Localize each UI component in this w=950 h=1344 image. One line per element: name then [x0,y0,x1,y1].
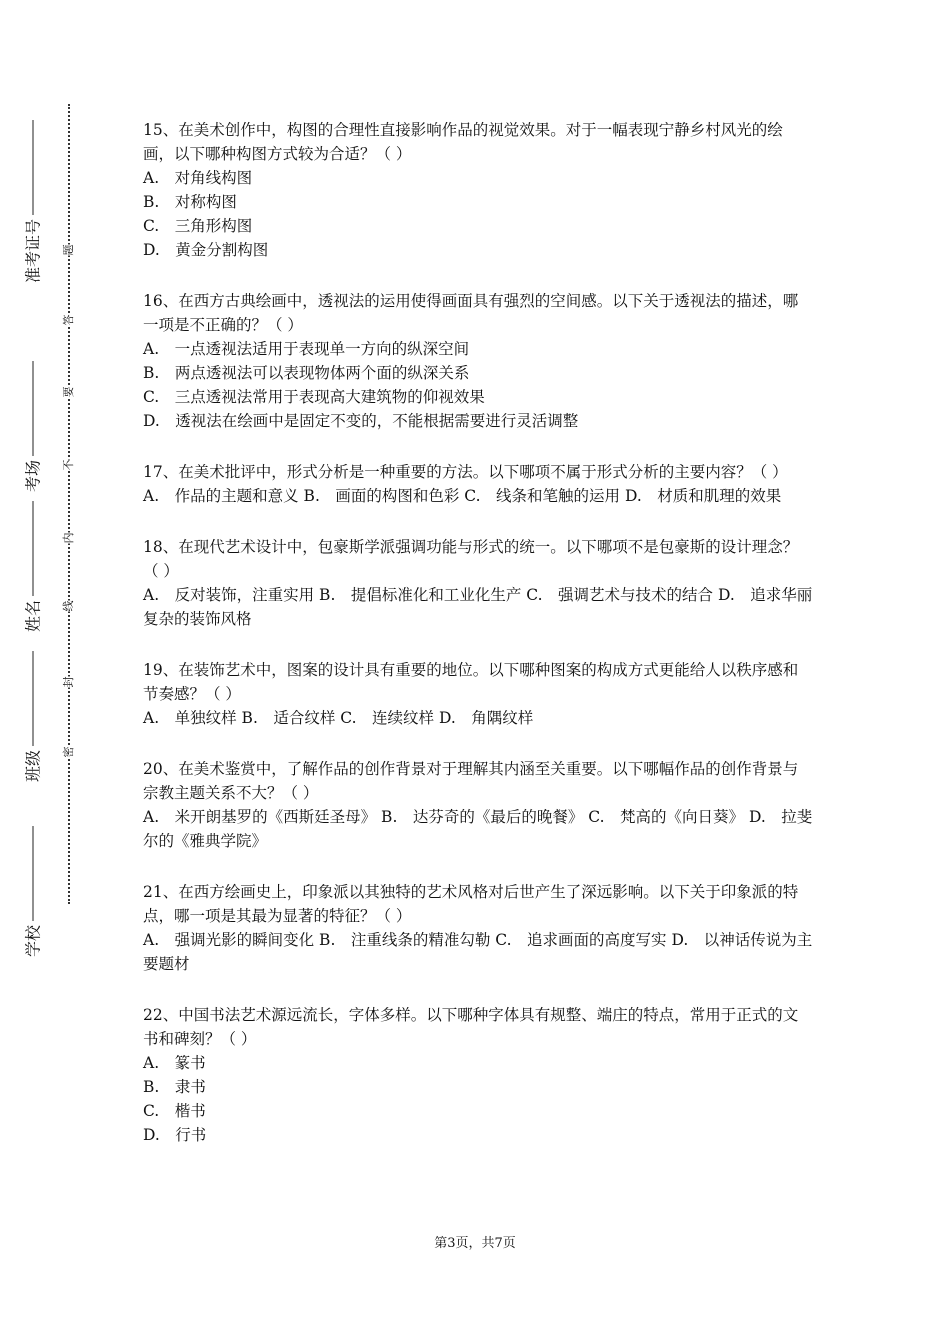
page-footer [0,1232,950,1251]
question-stem: 15、在美术创作中，构图的合理性直接影响作品的视觉效果。对于一幅表现宁静乡村风光的绘画，以下哪种构图方式较为合适？（ ） [143,121,783,163]
seal-char-mi: 密 [58,747,78,758]
question-stem: 19、在装饰艺术中，图案的设计具有重要的地位。以下哪种图案的构成方式更能给人以秩序感和节奏感？（ ） [143,661,799,703]
question-19 [143,658,813,730]
option-a: A. 对角线构图 [143,169,253,187]
question-20 [143,757,813,853]
question-list [143,118,813,1174]
option-b: B. 隶书 [143,1078,206,1096]
school-field [21,826,44,957]
options-inline: A. 米开朗基罗的《西斯廷圣母》 B. 达芬奇的《最后的晚餐》 C. 梵高的《向日葵》 D. 拉斐尔的《雅典学院》 [143,808,813,850]
school-label: 学校 [23,924,43,958]
exam-room-blank[interactable] [31,361,33,456]
options-inline: A. 强调光影的瞬间变化 B. 注重线条的精准勾勒 C. 追求画面的高度写实 D. 以神话传说为主要题材 [143,931,813,973]
options-inline: A. 单独纹样 B. 适合纹样 C. 连续纹样 D. 角隅纹样 [143,709,534,727]
option-c: C. 三点透视法常用于表现高大建筑物的仰视效果 [143,388,485,406]
option-a: A. 篆书 [143,1054,206,1072]
class-field [21,651,44,782]
question-16 [143,289,813,433]
option-d: D. 透视法在绘画中是固定不变的，不能根据需要进行灵活调整 [143,412,579,430]
option-b: B. 两点透视法可以表现物体两个面的纵深关系 [143,364,470,382]
page-number: 第3页，共7页 [434,1236,516,1251]
class-blank[interactable] [31,651,33,746]
class-label: 班级 [23,749,43,783]
seal-char-da: 答 [58,315,78,326]
admission-number-label: 准考证号 [23,218,43,284]
question-stem: 18、在现代艺术设计中，包豪斯学派强调功能与形式的统一。以下哪项不是包豪斯的设计理念？（ ） [143,538,799,580]
seal-char-feng: 封 [58,677,78,688]
options-inline: A. 作品的主题和意义 B. 画面的构图和色彩 C. 线条和笔触的运用 D. 材质和肌理的效果 [143,487,782,505]
option-c: C. 楷书 [143,1102,206,1120]
question-stem: 21、在西方绘画史上，印象派以其独特的艺术风格对后世产生了深远影响。以下关于印象派的特点，哪一项是其最为显著的特征？（ ） [143,883,799,925]
name-blank[interactable] [31,501,33,596]
name-field [21,501,44,632]
question-22 [143,1003,813,1147]
school-blank[interactable] [31,826,33,921]
question-21 [143,880,813,976]
question-stem: 16、在西方古典绘画中，透视法的运用使得画面具有强烈的空间感。以下关于透视法的描述，哪一项是不正确的？（ ） [143,292,799,334]
question-15 [143,118,813,262]
seal-char-ti: 题 [58,245,78,256]
seal-char-xian: 线 [58,601,78,612]
option-d: D. 行书 [143,1126,207,1144]
options-inline: A. 反对装饰，注重实用 B. 提倡标准化和工业化生产 C. 强调艺术与技术的结合 D. 追求华丽复杂的装饰风格 [143,586,813,628]
option-b: B. 对称构图 [143,193,237,211]
option-c: C. 三角形构图 [143,217,253,235]
question-stem: 17、在美术批评中，形式分析是一种重要的方法。以下哪项不属于形式分析的主要内容？（ ） [143,463,788,481]
option-d: D. 黄金分割构图 [143,241,269,259]
admission-number-field [21,120,44,283]
exam-room-label: 考场 [23,459,43,493]
question-17 [143,460,813,508]
seal-char-nei: 内 [58,533,78,544]
exam-room-field [21,361,44,492]
admission-number-blank[interactable] [31,120,33,215]
option-a: A. 一点透视法适用于表现单一方向的纵深空间 [143,340,470,358]
seal-char-yao: 要 [58,387,78,398]
question-18 [143,535,813,631]
name-label: 姓名 [23,599,43,633]
seal-char-bu: 不 [58,460,78,471]
question-stem: 20、在美术鉴赏中，了解作品的创作背景对于理解其内涵至关重要。以下哪幅作品的创作背景与宗教主题关系不大？（ ） [143,760,799,802]
seal-dotted-line [68,104,70,904]
question-stem: 22、中国书法艺术源远流长，字体多样。以下哪种字体具有规整、端庄的特点，常用于正式的文书和碑刻？（ ） [143,1006,799,1048]
